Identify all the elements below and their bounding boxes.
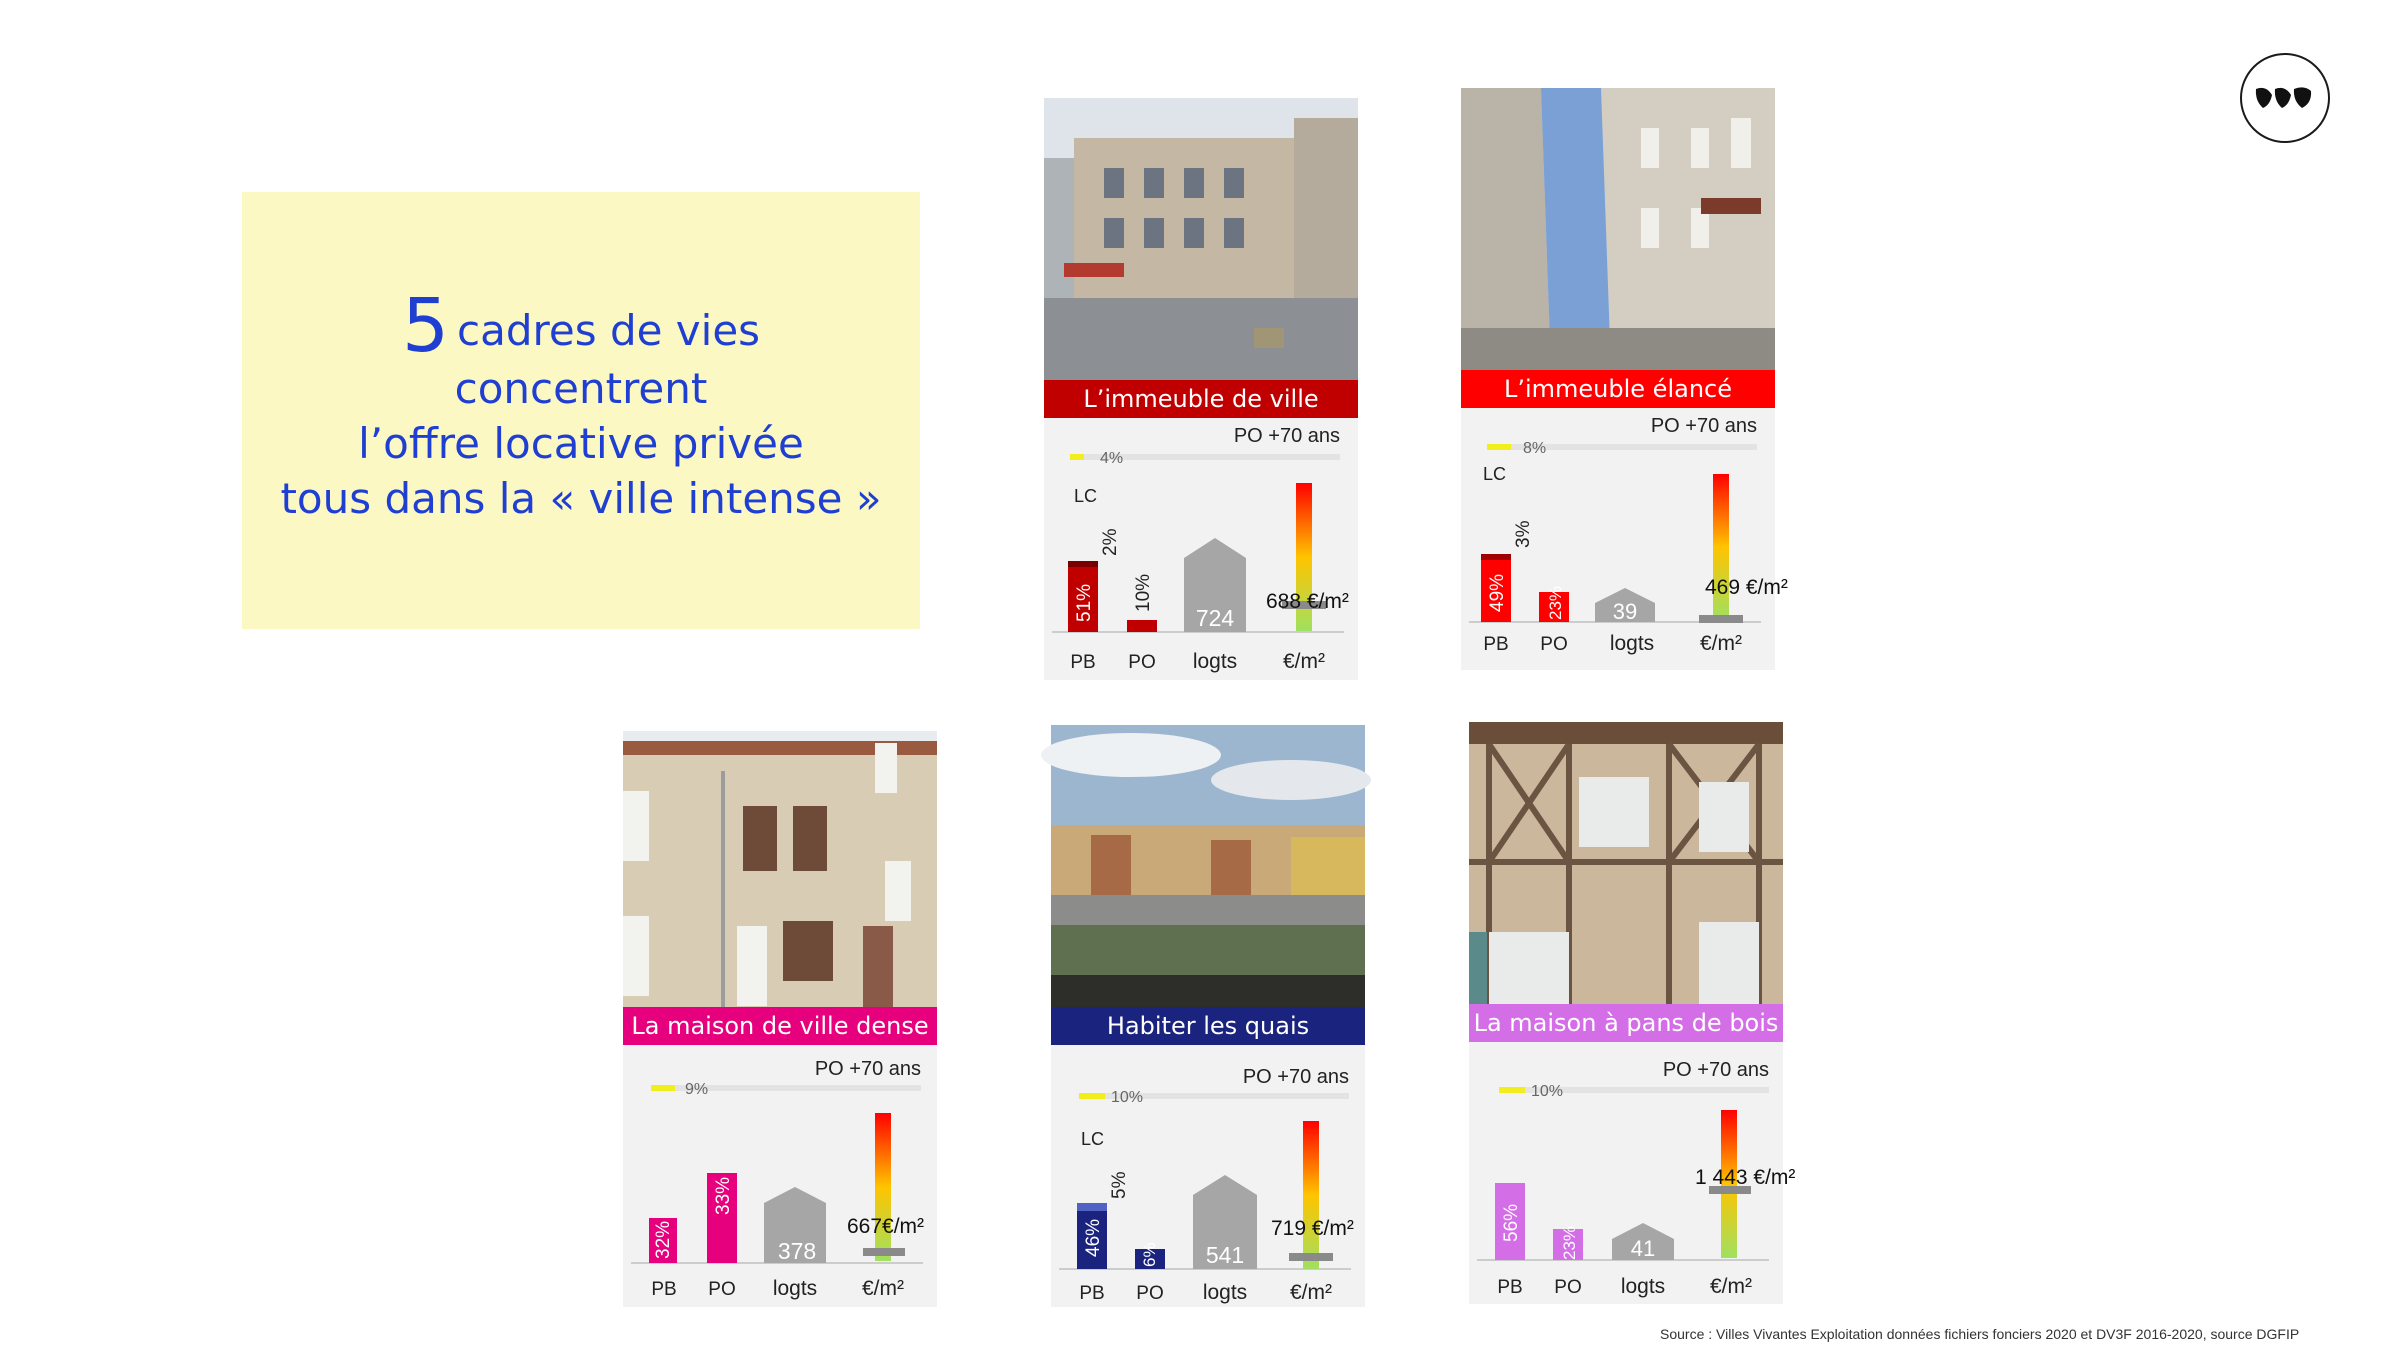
axis-label-price: €/m² [1700, 632, 1742, 655]
typology-photo-3 [623, 731, 937, 1007]
typology-photo-1 [1044, 98, 1358, 380]
title-number: 5 [401, 282, 450, 369]
po70-bar [1487, 444, 1511, 450]
logements-value: 378 [777, 1238, 817, 1264]
title-line-4: tous dans la « ville intense » [280, 473, 882, 523]
pb-lc-hatch [1481, 554, 1511, 560]
title-line-3: l’offre locative privée [358, 418, 804, 468]
po70-value: 8% [1523, 440, 1547, 457]
po70-label: PO +70 ans [1662, 1059, 1769, 1081]
po-bar [1127, 620, 1157, 632]
pb-value: 32% [653, 1220, 674, 1259]
po70-value: 10% [1531, 1083, 1564, 1100]
axis-label-logts: logts [1202, 1281, 1248, 1304]
typology-card-2 [1461, 88, 1788, 670]
pb-value: 46% [1083, 1218, 1104, 1257]
pb-value: 56% [1501, 1203, 1522, 1242]
title-text-1: cadres de vies [457, 305, 761, 355]
po70-value: 10% [1111, 1089, 1144, 1106]
po70-bar [1079, 1093, 1105, 1099]
axis-label-pb: PB [1497, 1277, 1523, 1298]
po70-value: 4% [1100, 450, 1124, 467]
axis-label-pb: PB [1483, 634, 1509, 655]
typology-title-1: L’immeuble de ville [1083, 385, 1319, 413]
typology-card-4 [1051, 725, 1365, 1313]
axis-label-pb: PB [651, 1279, 677, 1300]
axis-label-logts: logts [1609, 632, 1655, 655]
lc-label: LC [1074, 486, 1098, 506]
typology-photo-5 [1469, 722, 1783, 1004]
po-value: 6% [1140, 1242, 1159, 1267]
axis-label-price: €/m² [1290, 1281, 1332, 1304]
axis-label-price: €/m² [1283, 650, 1325, 673]
typology-card-3 [623, 731, 937, 1313]
stats-panel-2 [1461, 408, 1788, 670]
axis-label-po: PO [1540, 634, 1568, 655]
typology-banner-1 [1044, 380, 1358, 418]
pb-lc-hatch [1077, 1203, 1107, 1211]
po70-label: PO +70 ans [814, 1058, 921, 1080]
po70-value: 9% [685, 1081, 709, 1098]
typology-title-4: Habiter les quais [1106, 1012, 1310, 1040]
logements-value: 724 [1195, 605, 1235, 631]
pb-value: 49% [1487, 573, 1508, 612]
stats-panel-5 [1469, 1042, 1796, 1304]
stats-panel-1 [1044, 418, 1358, 680]
axis-label-pb: PB [1079, 1283, 1105, 1304]
pb-lc-hatch [1068, 561, 1098, 567]
typology-banner-5 [1469, 1004, 1783, 1042]
price-marker [1699, 615, 1743, 623]
typology-card-1 [1044, 98, 1358, 680]
po70-bar [651, 1085, 675, 1091]
po70-label: PO +70 ans [1650, 415, 1757, 437]
typology-card-5 [1469, 722, 1796, 1304]
po70-label: PO +70 ans [1233, 425, 1340, 447]
po70-label: PO +70 ans [1242, 1066, 1349, 1088]
axis-label-logts: logts [1192, 650, 1238, 673]
price-gradient-bar [1303, 1121, 1319, 1269]
price-value: 688 €/m² [1266, 590, 1349, 613]
typology-banner-2 [1461, 370, 1775, 408]
typology-photo-2 [1461, 88, 1775, 370]
price-gradient-bar [875, 1113, 891, 1261]
axis-label-po: PO [1554, 1277, 1582, 1298]
axis-label-po: PO [708, 1279, 736, 1300]
po-value: 23% [1546, 585, 1565, 620]
logements-value: 541 [1205, 1242, 1245, 1268]
po-value: 33% [713, 1176, 734, 1215]
typology-title-2: L’immeuble élancé [1503, 375, 1732, 403]
typology-photo-4 [1051, 725, 1365, 1007]
axis-label-logts: logts [1620, 1275, 1666, 1298]
axis-label-po: PO [1136, 1283, 1164, 1304]
title-line-2: concentrent [454, 363, 708, 413]
axis-label-price: €/m² [1710, 1275, 1752, 1298]
po-value: 10% [1133, 573, 1154, 612]
price-value: 719 €/m² [1271, 1217, 1354, 1240]
pb-value: 51% [1074, 583, 1095, 622]
brand-logo [2240, 53, 2330, 143]
axis-label-po: PO [1128, 652, 1156, 673]
pb-lc-value: 2% [1100, 528, 1121, 556]
price-marker [863, 1248, 905, 1256]
title-line-1 [401, 282, 761, 369]
source-note: Source : Villes Vivantes Exploitation données fichiers fonciers 2020 et DV3F 2016-2020, source DGFIP [1660, 1326, 2300, 1342]
title-box [242, 192, 920, 629]
price-marker [1289, 1253, 1333, 1261]
pb-lc-value: 5% [1109, 1171, 1130, 1199]
price-value: 667€/m² [847, 1215, 925, 1238]
axis-label-pb: PB [1070, 652, 1096, 673]
axis-label-price: €/m² [862, 1277, 904, 1300]
lc-label: LC [1483, 464, 1507, 484]
lc-label: LC [1081, 1129, 1105, 1149]
axis-label-logts: logts [772, 1277, 818, 1300]
typology-banner-3 [623, 1007, 937, 1045]
price-value: 469 €/m² [1705, 576, 1788, 599]
typology-title-3: La maison de ville dense [631, 1012, 929, 1040]
po-value: 23% [1560, 1225, 1579, 1260]
stats-panel-4 [1051, 1045, 1365, 1307]
typology-title-5: La maison à pans de bois [1473, 1009, 1779, 1037]
typology-banner-4 [1051, 1007, 1365, 1045]
pb-lc-value: 3% [1513, 520, 1534, 548]
stats-panel-3 [623, 1045, 937, 1307]
price-value: 1 443 €/m² [1695, 1166, 1796, 1189]
po70-bar [1499, 1087, 1525, 1093]
po70-bar [1070, 454, 1084, 460]
logements-value: 41 [1630, 1236, 1656, 1261]
logements-value: 39 [1612, 599, 1638, 624]
